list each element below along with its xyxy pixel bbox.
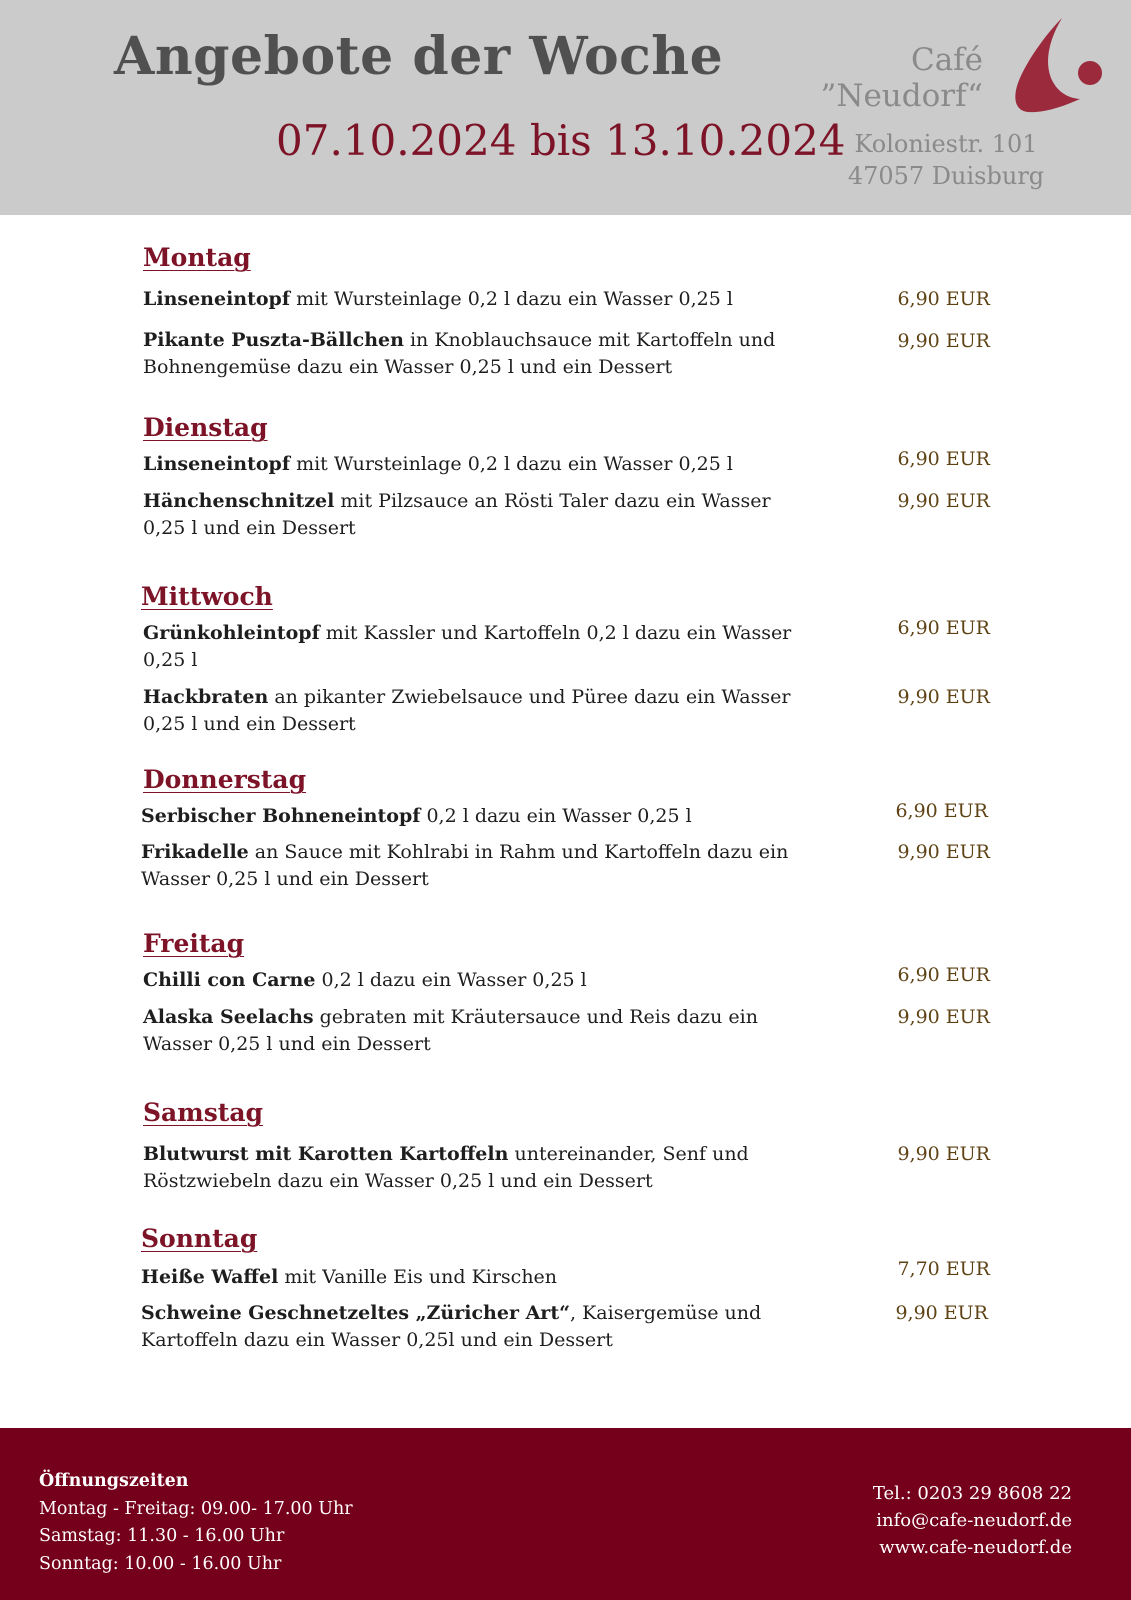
- hours-weekdays: Montag - Freitag: 09.00- 17.00 Uhr: [39, 1498, 353, 1519]
- day-heading-dienstag: Dienstag: [143, 413, 268, 442]
- dish-price: 6,90 EUR: [897, 964, 990, 986]
- dish-price: 6,90 EUR: [897, 288, 990, 310]
- dish-item: [143, 327, 793, 381]
- dish-description: gebraten mit Kräutersauce und Reis dazu ein Wasser 0,25 l und ein Dessert: [143, 1006, 758, 1055]
- opening-hours: [39, 1468, 353, 1578]
- dish-name: Serbischer Bohneneintopf: [141, 805, 421, 827]
- dish-price: 9,90 EUR: [897, 1006, 990, 1028]
- dish-price: 7,70 EUR: [897, 1258, 990, 1280]
- hours-saturday: Samstag: 11.30 - 16.00 Uhr: [39, 1526, 285, 1546]
- dish-name: Alaska Seelachs: [143, 1006, 314, 1028]
- dish-description: mit Wursteinlage 0,2 l dazu ein Wasser 0,25 l: [290, 453, 733, 475]
- page-title: Angebote der Woche: [114, 26, 724, 87]
- dish-price: 9,90 EUR: [897, 841, 990, 863]
- dish-description: 0,2 l dazu ein Wasser 0,25 l: [420, 805, 692, 827]
- dish-price: 6,90 EUR: [897, 617, 990, 639]
- dish-item: [143, 488, 793, 542]
- day-heading-sonntag: Sonntag: [141, 1224, 258, 1253]
- dish-price: 9,90 EUR: [897, 686, 990, 708]
- dish-description: mit Pilzsauce an Rösti Taler dazu ein Wasser 0,25 l und ein Dessert: [143, 490, 771, 539]
- dish-description: an Sauce mit Kohlrabi in Rahm und Kartoffeln dazu ein Wasser 0,25 l und ein Dessert: [141, 841, 789, 890]
- dish-price: 9,90 EUR: [895, 1302, 988, 1324]
- dish-name: Hänchenschnitzel: [143, 490, 335, 512]
- day-heading-samstag: Samstag: [143, 1098, 264, 1127]
- cafe-name-line1: Café: [910, 42, 983, 78]
- dish-price: 9,90 EUR: [897, 490, 990, 512]
- dish-name: Hackbraten: [143, 686, 269, 708]
- dish-item: [143, 286, 793, 313]
- dish-name: Chilli con Carne: [143, 969, 316, 991]
- phone-number: Tel.: 0203 29 8608 22: [872, 1483, 1072, 1504]
- dish-description: , Kaisergemüse und Kartoffeln dazu ein Wasser 0,25l und ein Dessert: [141, 1302, 762, 1351]
- dish-item: [143, 620, 793, 674]
- dish-name: Grünkohleintopf: [143, 622, 320, 644]
- day-heading-montag: Montag: [143, 243, 251, 272]
- dish-name: Schweine Geschnetzeltes „Züricher Art“: [141, 1302, 571, 1324]
- email-address: info@cafe-neudorf.de: [876, 1510, 1072, 1531]
- dish-description: an pikanter Zwiebelsauce und Püree dazu ein Wasser 0,25 l und ein Dessert: [143, 686, 791, 735]
- dish-price: 9,90 EUR: [897, 330, 990, 352]
- website-link: www.cafe-neudorf.de: [879, 1537, 1072, 1558]
- opening-hours-title: Öffnungszeiten: [39, 1471, 189, 1491]
- dish-price: 6,90 EUR: [895, 800, 988, 822]
- dish-item: [141, 839, 791, 893]
- dish-item: [143, 451, 793, 478]
- dish-description: in Knoblauchsauce mit Kartoffeln und Bohnengemüse dazu ein Wasser 0,25 l und ein Dessert: [143, 329, 776, 378]
- day-heading-freitag: Freitag: [143, 929, 245, 958]
- footer: [0, 1428, 1131, 1600]
- dish-item: [141, 1264, 791, 1291]
- cafe-name-line2: ”Neudorf“: [820, 78, 983, 114]
- dish-description: 0,2 l dazu ein Wasser 0,25 l: [315, 969, 587, 991]
- dish-name: Frikadelle: [141, 841, 249, 863]
- dish-name: Pikante Puszta-Bällchen: [143, 329, 404, 351]
- contact-info: [873, 1480, 1072, 1561]
- hours-sunday: Sonntag: 10.00 - 16.00 Uhr: [39, 1553, 282, 1574]
- day-heading-donnerstag: Donnerstag: [143, 765, 307, 794]
- dish-name: Blutwurst mit Karotten Kartoffeln: [143, 1143, 509, 1165]
- dish-item: [143, 684, 793, 738]
- dish-name: Linseneintopf: [143, 453, 291, 475]
- dish-item: [141, 803, 791, 830]
- cafe-city: 47057 Duisburg: [847, 162, 1045, 190]
- dish-item: [143, 1141, 793, 1195]
- dish-description: untereinander, Senf und Röstzwiebeln dazu ein Wasser 0,25 l und ein Dessert: [143, 1143, 749, 1192]
- dish-price: 9,90 EUR: [897, 1143, 990, 1165]
- day-heading-mittwoch: Mittwoch: [141, 582, 273, 611]
- dish-item: [143, 1004, 793, 1058]
- dish-name: Heiße Waffel: [141, 1266, 279, 1288]
- dish-item: [141, 1300, 791, 1354]
- date-range: 07.10.2024 bis 13.10.2024: [276, 116, 846, 165]
- cafe-street: Koloniestr. 101: [854, 130, 1038, 158]
- dish-description: mit Kassler und Kartoffeln 0,2 l dazu ein Wasser 0,25 l: [143, 622, 792, 671]
- dish-description: mit Vanille Eis und Kirschen: [278, 1266, 558, 1288]
- dish-description: mit Wursteinlage 0,2 l dazu ein Wasser 0,25 l: [290, 288, 733, 310]
- dish-item: [143, 967, 793, 994]
- dish-name: Linseneintopf: [143, 288, 291, 310]
- dish-price: 6,90 EUR: [897, 448, 990, 470]
